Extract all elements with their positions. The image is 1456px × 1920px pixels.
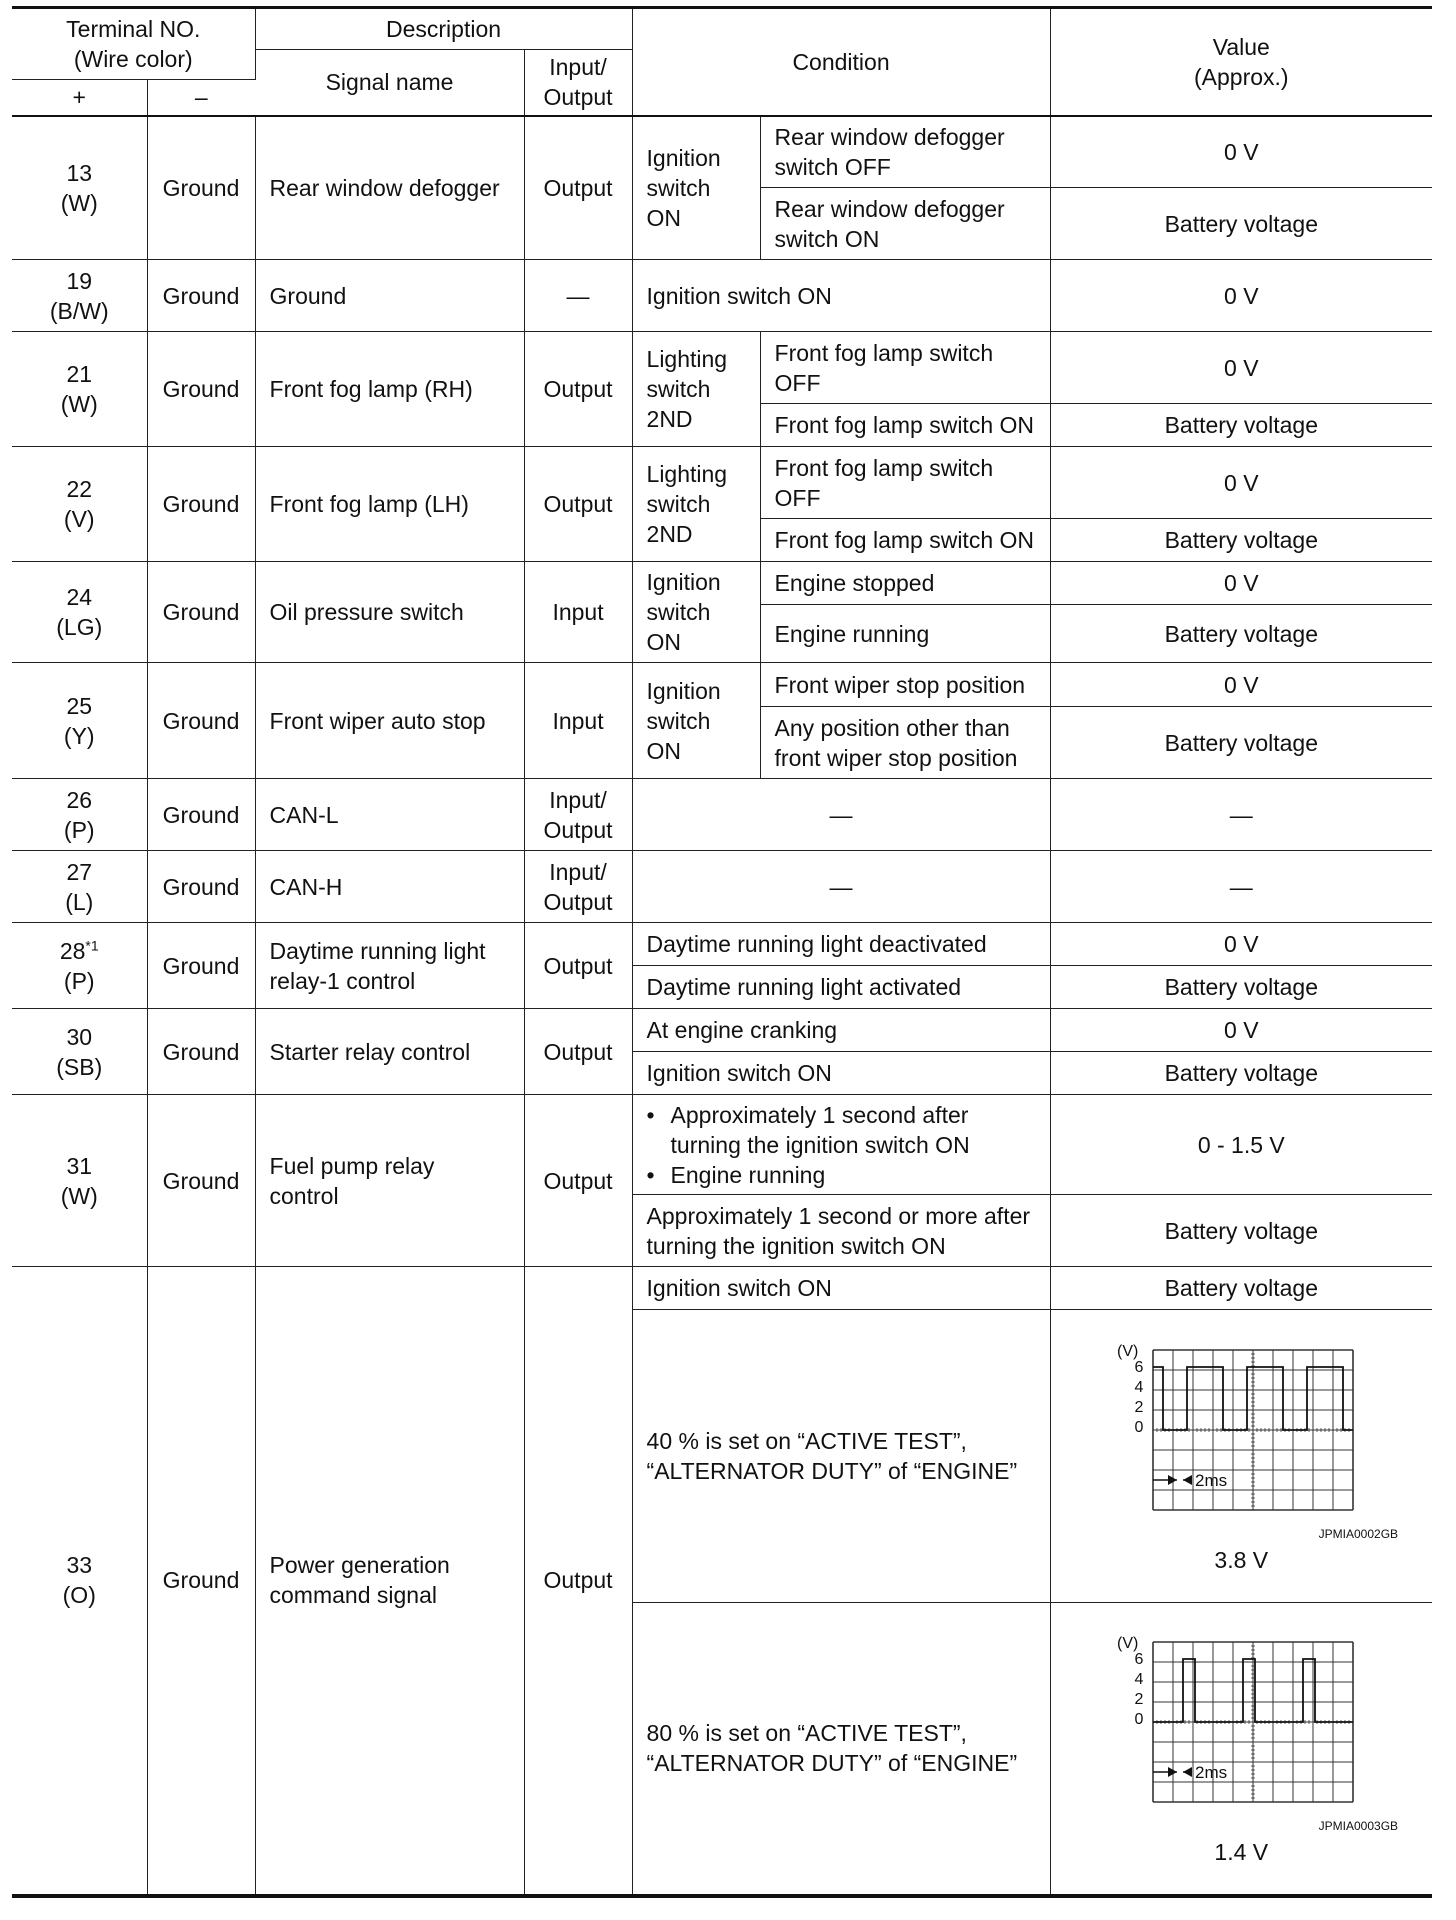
bullet-icon: • bbox=[646, 1161, 655, 1188]
time-scale-label: 2ms bbox=[1195, 1470, 1228, 1490]
condition-cell: Daytime running light deactivated bbox=[632, 923, 1050, 966]
value-cell bbox=[1050, 1603, 1432, 1896]
value-cell: 0 V bbox=[1050, 1009, 1432, 1052]
bullet-item bbox=[647, 1160, 1036, 1190]
header-row-1 bbox=[12, 8, 1432, 50]
input-label: Input/ bbox=[549, 858, 607, 885]
terminal-no-header bbox=[12, 8, 255, 80]
value-header bbox=[1050, 8, 1432, 116]
value-cell: Battery voltage bbox=[1050, 1195, 1432, 1267]
io-cell: Output bbox=[524, 1009, 632, 1095]
condition-cell: Rear window defogger switch ON bbox=[760, 188, 1050, 260]
condition-cell: Front wiper stop position bbox=[760, 663, 1050, 707]
io-cell: Output bbox=[524, 447, 632, 562]
value-cell: Battery voltage bbox=[1050, 519, 1432, 562]
io-cell bbox=[524, 779, 632, 851]
terminal-no-label: Terminal NO. bbox=[66, 16, 201, 42]
output-label: Output bbox=[543, 888, 613, 915]
terminal-number: 31 bbox=[66, 1152, 93, 1179]
table-row bbox=[12, 851, 1432, 923]
condition-cell: Ignition switch ON bbox=[632, 260, 1050, 332]
condition-cell: Front fog lamp switch OFF bbox=[760, 332, 1050, 404]
condition-cell: Any position other than front wiper stop position bbox=[760, 707, 1050, 779]
wire-color: (O) bbox=[62, 1582, 96, 1609]
table-row bbox=[12, 663, 1432, 707]
time-scale-label: 2ms bbox=[1195, 1762, 1228, 1782]
output-label: Output bbox=[543, 816, 613, 843]
y-tick-label: 4 bbox=[1134, 1378, 1144, 1396]
condition-group-cell: Ignition switch ON bbox=[632, 663, 760, 779]
wire-color: (Y) bbox=[63, 722, 95, 749]
minus-cell: Ground bbox=[147, 1009, 255, 1095]
measured-value: 3.8 V bbox=[1214, 1546, 1269, 1573]
bullet-icon: • bbox=[646, 1101, 655, 1128]
condition-cell: Front fog lamp switch ON bbox=[760, 519, 1050, 562]
value-cell: 0 V bbox=[1050, 663, 1432, 707]
terminal-number: 27 bbox=[66, 858, 93, 885]
terminal-number: 22 bbox=[66, 476, 93, 502]
signal-cell: Rear window defogger bbox=[255, 116, 524, 260]
wire-color: (W) bbox=[60, 1182, 98, 1209]
io-cell: Output bbox=[524, 923, 632, 1009]
figure-code: JPMIA0003GB bbox=[1318, 1818, 1399, 1833]
terminal-number: 33 bbox=[66, 1552, 93, 1579]
value-cell: 0 V bbox=[1050, 923, 1432, 966]
condition-cell: Front fog lamp switch ON bbox=[760, 404, 1050, 447]
y-tick-label: 2 bbox=[1134, 1690, 1144, 1708]
value-cell: Battery voltage bbox=[1050, 1052, 1432, 1095]
value-cell: — bbox=[1050, 851, 1432, 923]
table-row bbox=[12, 1267, 1432, 1310]
table-row bbox=[12, 923, 1432, 966]
value-cell: Battery voltage bbox=[1050, 605, 1432, 663]
signal-cell: CAN-H bbox=[255, 851, 524, 923]
io-cell: Output bbox=[524, 332, 632, 447]
terminal-cell bbox=[12, 779, 147, 851]
wire-color: (W) bbox=[60, 189, 98, 216]
terminal-cell bbox=[12, 1095, 147, 1267]
condition-cell: Engine running bbox=[760, 605, 1050, 663]
condition-group-cell: Lighting switch 2ND bbox=[632, 332, 760, 447]
condition-cell: 80 % is set on “ACTIVE TEST”, “ALTERNATOR DUTY” of “ENGINE” bbox=[632, 1603, 1050, 1896]
condition-cell: Engine stopped bbox=[760, 562, 1050, 605]
y-tick-label: 4 bbox=[1134, 1670, 1144, 1688]
minus-cell: Ground bbox=[147, 260, 255, 332]
condition-cell: Ignition switch ON bbox=[632, 1052, 1050, 1095]
value-cell: Battery voltage bbox=[1050, 707, 1432, 779]
minus-cell: Ground bbox=[147, 332, 255, 447]
table-row bbox=[12, 332, 1432, 404]
condition-cell: — bbox=[632, 779, 1050, 851]
value-cell: 0 V bbox=[1050, 260, 1432, 332]
y-tick-label: 6 bbox=[1134, 1650, 1144, 1668]
signal-cell: Front fog lamp (RH) bbox=[255, 332, 524, 447]
wire-color: (L) bbox=[65, 888, 94, 915]
value-cell: Battery voltage bbox=[1050, 404, 1432, 447]
minus-cell: Ground bbox=[147, 1095, 255, 1267]
value-cell: Battery voltage bbox=[1050, 1267, 1432, 1310]
signal-name-header: Signal name bbox=[255, 50, 524, 116]
table-row bbox=[12, 1095, 1432, 1195]
signal-cell: Front fog lamp (LH) bbox=[255, 447, 524, 562]
terminal-cell bbox=[12, 260, 147, 332]
condition-cell: — bbox=[632, 851, 1050, 923]
value-cell: Battery voltage bbox=[1050, 188, 1432, 260]
signal-cell: Ground bbox=[255, 260, 524, 332]
terminal-number: 13 bbox=[66, 159, 93, 186]
minus-cell: Ground bbox=[147, 562, 255, 663]
wire-color: (B/W) bbox=[49, 297, 109, 324]
terminal-cell bbox=[12, 332, 147, 447]
y-tick-label: 2 bbox=[1134, 1398, 1144, 1416]
terminal-cell bbox=[12, 923, 147, 1009]
terminal-number: 24 bbox=[66, 584, 93, 610]
terminal-cell bbox=[12, 663, 147, 779]
terminal-number: 30 bbox=[66, 1023, 93, 1050]
input-label: Input/ bbox=[549, 54, 607, 81]
condition-header: Condition bbox=[632, 8, 1050, 116]
wire-color: (P) bbox=[63, 967, 95, 994]
description-header: Description bbox=[255, 8, 632, 50]
table-row bbox=[12, 779, 1432, 851]
value-cell: 0 V bbox=[1050, 116, 1432, 188]
input-label: Input/ bbox=[549, 786, 607, 813]
value-cell bbox=[1050, 1310, 1432, 1603]
condition-group-cell: Ignition switch ON bbox=[632, 116, 760, 260]
terminal-number: 19 bbox=[66, 267, 93, 294]
y-tick-label: 6 bbox=[1134, 1358, 1144, 1376]
value-label: Value bbox=[1212, 33, 1270, 60]
terminal-table bbox=[12, 6, 1432, 1898]
waveform-figure bbox=[1065, 1630, 1419, 1867]
condition-group-cell: Ignition switch ON bbox=[632, 562, 760, 663]
footnote-marker: *1 bbox=[85, 936, 99, 953]
wire-color-label: (Wire color) bbox=[73, 46, 193, 72]
value-cell: Battery voltage bbox=[1050, 966, 1432, 1009]
minus-cell: Ground bbox=[147, 851, 255, 923]
terminal-cell bbox=[12, 447, 147, 562]
value-cell: — bbox=[1050, 779, 1432, 851]
minus-cell: Ground bbox=[147, 923, 255, 1009]
approx-label: (Approx.) bbox=[1193, 63, 1289, 90]
figure-code: JPMIA0002GB bbox=[1318, 1526, 1399, 1541]
table-row bbox=[12, 1009, 1432, 1052]
condition-cell: Ignition switch ON bbox=[632, 1267, 1050, 1310]
signal-cell: Daytime running light relay-1 control bbox=[255, 923, 524, 1009]
signal-cell: Fuel pump relay control bbox=[255, 1095, 524, 1267]
output-label: Output bbox=[543, 84, 613, 111]
terminal-cell bbox=[12, 851, 147, 923]
condition-cell bbox=[632, 1095, 1050, 1195]
minus-cell: Ground bbox=[147, 116, 255, 260]
signal-cell: Power generation command signal bbox=[255, 1267, 524, 1896]
signal-cell: Starter relay control bbox=[255, 1009, 524, 1095]
bullet-text: Approximately 1 second after turning the ignition switch ON bbox=[670, 1101, 970, 1158]
wire-color: (W) bbox=[60, 391, 98, 417]
y-tick-label: 0 bbox=[1134, 1418, 1144, 1436]
terminal-cell bbox=[12, 562, 147, 663]
signal-cell: Oil pressure switch bbox=[255, 562, 524, 663]
measured-value: 1.4 V bbox=[1214, 1838, 1269, 1865]
table-row bbox=[12, 562, 1432, 605]
minus-cell: Ground bbox=[147, 447, 255, 562]
terminal-cell bbox=[12, 116, 147, 260]
value-cell: 0 V bbox=[1050, 447, 1432, 519]
terminal-cell bbox=[12, 1009, 147, 1095]
waveform-figure bbox=[1065, 1338, 1419, 1575]
terminal-number: 28 bbox=[59, 937, 86, 964]
axis-unit-label: (V) bbox=[1117, 1342, 1139, 1360]
minus-cell: Ground bbox=[147, 663, 255, 779]
condition-cell: Approximately 1 second or more after turning the ignition switch ON bbox=[632, 1195, 1050, 1267]
condition-cell: Daytime running light activated bbox=[632, 966, 1050, 1009]
plus-header: + bbox=[12, 80, 147, 116]
terminal-number: 26 bbox=[66, 786, 93, 813]
io-cell: — bbox=[524, 260, 632, 332]
condition-cell: Rear window defogger switch OFF bbox=[760, 116, 1050, 188]
oscilloscope-waveform-40 bbox=[1111, 1338, 1371, 1523]
oscilloscope-waveform-80 bbox=[1111, 1630, 1371, 1815]
value-cell: 0 V bbox=[1050, 562, 1432, 605]
io-cell: Output bbox=[524, 116, 632, 260]
minus-cell: Ground bbox=[147, 779, 255, 851]
wire-color: (V) bbox=[63, 506, 95, 532]
wire-color: (P) bbox=[63, 816, 95, 843]
bullet-item bbox=[647, 1100, 1036, 1160]
condition-cell: At engine cranking bbox=[632, 1009, 1050, 1052]
io-cell: Input bbox=[524, 562, 632, 663]
io-cell: Output bbox=[524, 1095, 632, 1267]
io-cell: Output bbox=[524, 1267, 632, 1896]
io-cell bbox=[524, 851, 632, 923]
axis-unit-label: (V) bbox=[1117, 1634, 1139, 1652]
minus-header: – bbox=[147, 80, 255, 116]
wire-color: (SB) bbox=[56, 1053, 103, 1080]
wire-color: (LG) bbox=[56, 614, 103, 640]
table-row bbox=[12, 260, 1432, 332]
terminal-cell bbox=[12, 1267, 147, 1896]
table-row bbox=[12, 116, 1432, 188]
signal-cell: Front wiper auto stop bbox=[255, 663, 524, 779]
condition-group-cell: Lighting switch 2ND bbox=[632, 447, 760, 562]
signal-cell: CAN-L bbox=[255, 779, 524, 851]
input-output-header bbox=[524, 50, 632, 116]
value-cell: 0 V bbox=[1050, 332, 1432, 404]
minus-cell: Ground bbox=[147, 1267, 255, 1896]
y-tick-label: 0 bbox=[1134, 1710, 1144, 1728]
table-row bbox=[12, 447, 1432, 519]
io-cell: Input bbox=[524, 663, 632, 779]
value-cell: 0 - 1.5 V bbox=[1050, 1095, 1432, 1195]
condition-cell: 40 % is set on “ACTIVE TEST”, “ALTERNATOR DUTY” of “ENGINE” bbox=[632, 1310, 1050, 1603]
terminal-number: 25 bbox=[66, 692, 93, 719]
terminal-number: 21 bbox=[66, 361, 93, 387]
bullet-text: Engine running bbox=[670, 1161, 826, 1188]
condition-cell: Front fog lamp switch OFF bbox=[760, 447, 1050, 519]
